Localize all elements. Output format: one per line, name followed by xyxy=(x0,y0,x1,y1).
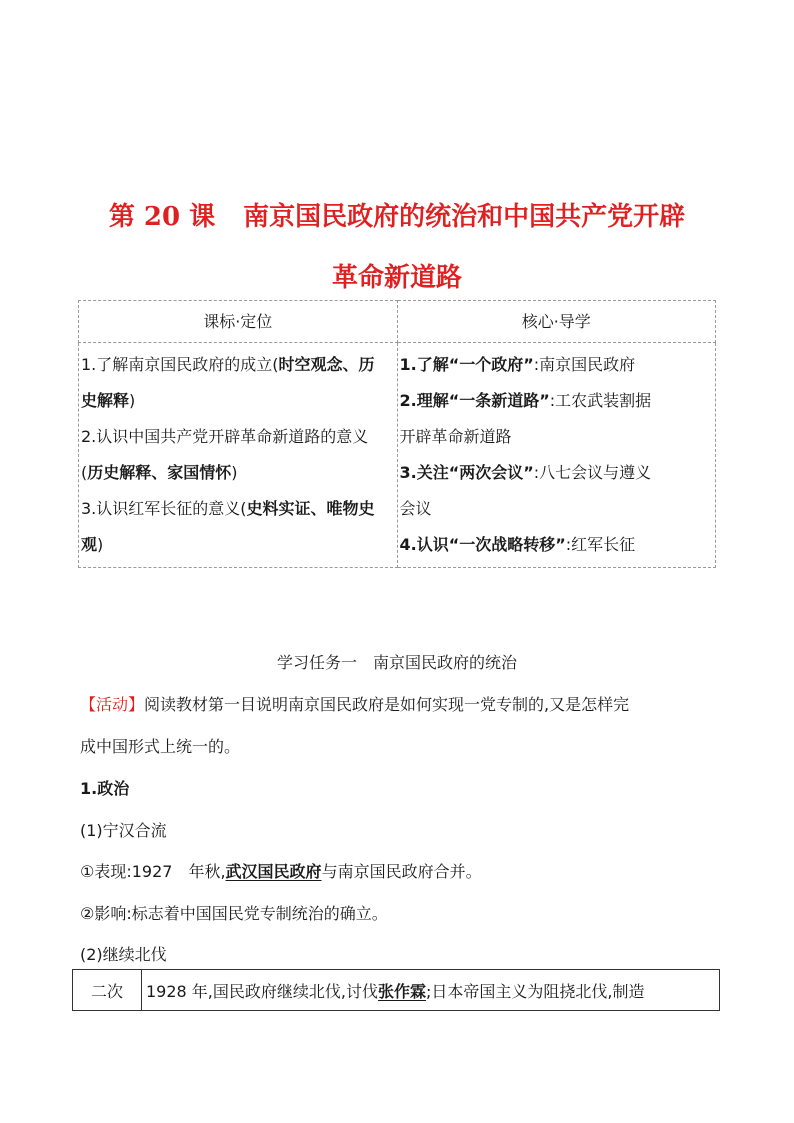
politics-heading: 1.政治 xyxy=(80,779,130,798)
guide-line: 开辟革命新道路 xyxy=(399,427,512,446)
task-heading: 学习任务一 南京国民政府的统治 xyxy=(276,653,517,672)
standards-cell xyxy=(79,343,398,568)
activity-text: 阅读教材第一目说明南京国民政府是如何实现一党专制的,又是怎样完 xyxy=(144,695,630,714)
guide-line: 2.理解“一条新道路”:工农武装割据 xyxy=(399,391,652,410)
key-term-zhang-zuolin: 张作霖 xyxy=(377,981,426,1001)
standards-line: (历史解释、家国情怀) xyxy=(81,463,238,482)
activity-paragraph-line1 xyxy=(80,692,629,715)
activity-tag: 【活动】 xyxy=(80,695,145,714)
standards-line: 史解释) xyxy=(81,391,136,410)
subheading-northern-expedition: (2)继续北伐 xyxy=(80,945,167,964)
guide-line: 3.关注“两次会议”:八七会议与遵义 xyxy=(399,463,652,482)
lesson-title-text: 南京国民政府的统治和中国共产党开辟 xyxy=(243,202,686,232)
standards-line: 1.了解南京国民政府的成立(时空观念、历 xyxy=(81,355,375,374)
objectives-table xyxy=(78,300,716,568)
guide-line: 会议 xyxy=(399,499,432,518)
lesson-suffix: 课 xyxy=(189,202,216,232)
northern-expedition-table xyxy=(72,969,720,1011)
standards-line: 2.认识中国共产党开辟革命新道路的意义 xyxy=(81,427,369,446)
lesson-prefix: 第 xyxy=(108,202,135,232)
item-impact: ②影响:标志着中国国民党专制统治的确立。 xyxy=(80,904,388,923)
item-manifestation: ①表现:1927 年秋,武汉国民政府与南京国民政府合并。 xyxy=(80,862,482,881)
guide-cell xyxy=(397,343,716,568)
row-label: 二次 xyxy=(73,970,142,1011)
col-header-guide: 核心·导学 xyxy=(397,301,716,343)
guide-line: 1.了解“一个政府”:南京国民政府 xyxy=(399,355,636,374)
key-term-wuhan-government: 武汉国民政府 xyxy=(225,862,322,881)
lesson-title-line1 xyxy=(0,196,794,233)
activity-paragraph-line2: 成中国形式上统一的。 xyxy=(80,737,241,756)
standards-line: 观) xyxy=(81,535,104,554)
guide-line: 4.认识“一次战略转移”:红军长征 xyxy=(399,535,636,554)
lesson-number: 20 xyxy=(143,202,181,232)
standards-line: 3.认识红军长征的意义(史料实证、唯物史 xyxy=(81,499,375,518)
subheading-ninghan: (1)宁汉合流 xyxy=(80,821,167,840)
row-content: 1928 年,国民政府继续北伐,讨伐张作霖;日本帝国主义为阻挠北伐,制造 xyxy=(142,970,720,1011)
col-header-standards: 课标·定位 xyxy=(79,301,398,343)
lesson-title-line2: 革命新道路 xyxy=(331,263,462,293)
